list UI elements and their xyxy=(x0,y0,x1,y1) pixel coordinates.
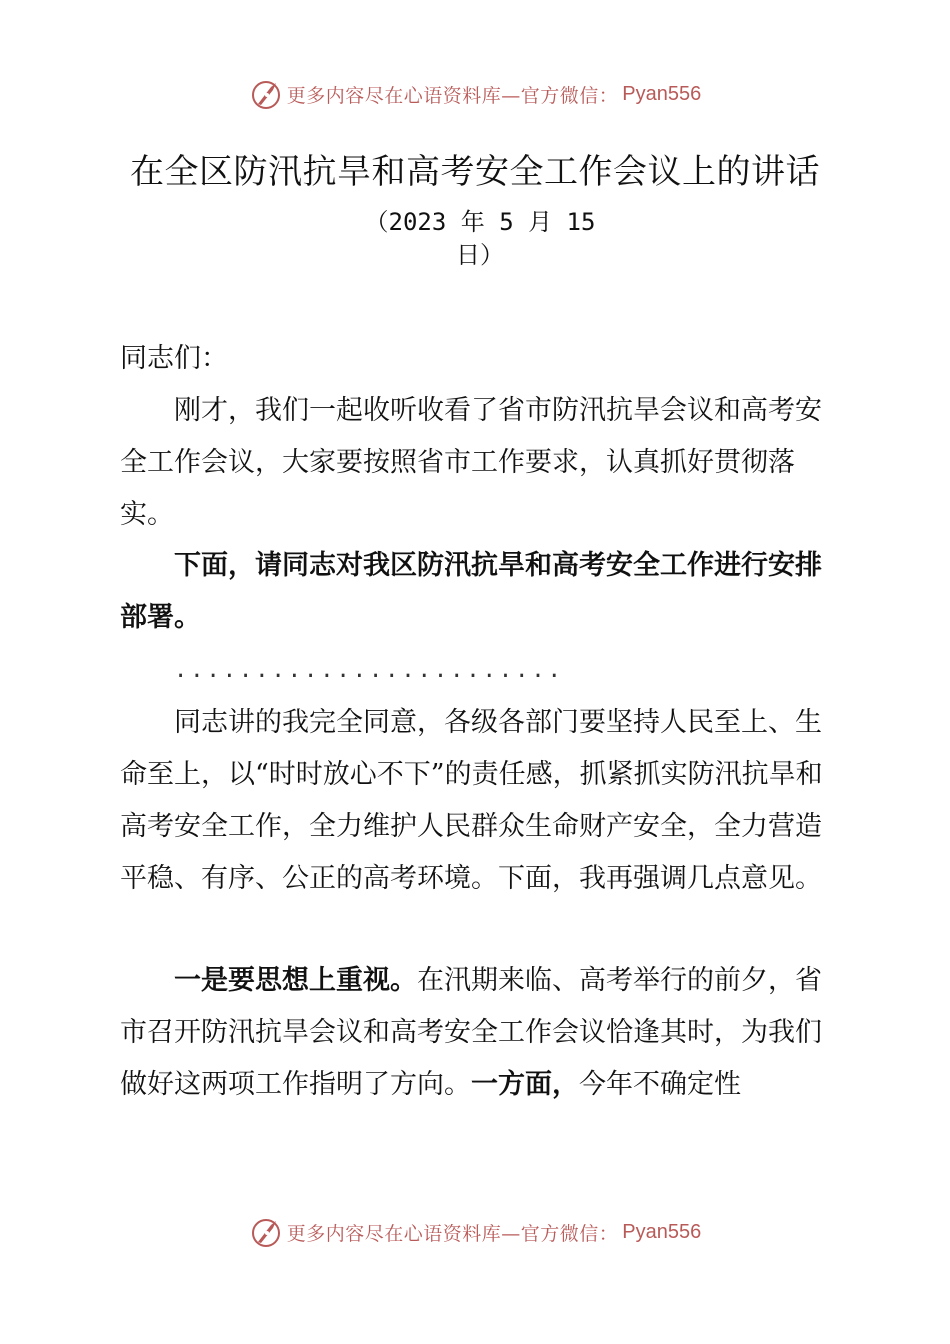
paragraph-4-text: 在汛期来临、高考举行的前夕，省市召开防汛抗旱会议和高考安全工作会议恰逢其时，为我们做好这两项工作指明了方向。 xyxy=(120,965,822,1100)
omission-dots: ........................ xyxy=(174,658,564,683)
watermark-text: 更多内容尽在心语资料库—官方微信： xyxy=(286,84,619,107)
fountain-pen-nib-logo xyxy=(249,1215,283,1249)
one-hand-heading: 一方面， xyxy=(471,1069,579,1100)
watermark-text: 更多内容尽在心语资料库—官方微信： xyxy=(286,1222,619,1245)
salutation: 同志们： xyxy=(120,343,228,374)
document-date xyxy=(355,206,605,272)
watermark-wechat-id: Pyan556 xyxy=(622,1220,702,1243)
paragraph-2: 下面，请同志对我区防汛抗旱和高考安全工作进行安排部署。 xyxy=(120,550,822,633)
watermark-wechat-id: Pyan556 xyxy=(622,82,702,105)
watermark-header xyxy=(0,74,950,114)
date-line-2: 日） xyxy=(456,241,504,269)
paragraph-3: 同志讲的我完全同意，各级各部门要坚持人民至上、生命至上，以“时时放心不下”的责任感，抓紧抓实防汛抗旱和高考安全工作，全力维护人民群众生命财产安全，全力营造平稳、有序、公正的高考环境。下面，我再强调几点意见。 xyxy=(120,707,823,894)
watermark-footer xyxy=(0,1212,950,1252)
document-title: 在全区防汛抗旱和高考安全工作会议上的讲话 xyxy=(130,152,820,192)
point-one-heading: 一是要思想上重视。 xyxy=(174,965,417,996)
paragraph-1: 刚才，我们一起收听收看了省市防汛抗旱会议和高考安全工作会议，大家要按照省市工作要求，认真抓好贯彻落实。 xyxy=(120,395,822,530)
paragraph-4 xyxy=(120,955,835,1111)
fountain-pen-nib-logo xyxy=(249,77,283,111)
date-line-1: （2023 年 5 月 15 xyxy=(364,208,596,236)
paragraph-4-text-2: 今年不确定性 xyxy=(579,1069,741,1100)
